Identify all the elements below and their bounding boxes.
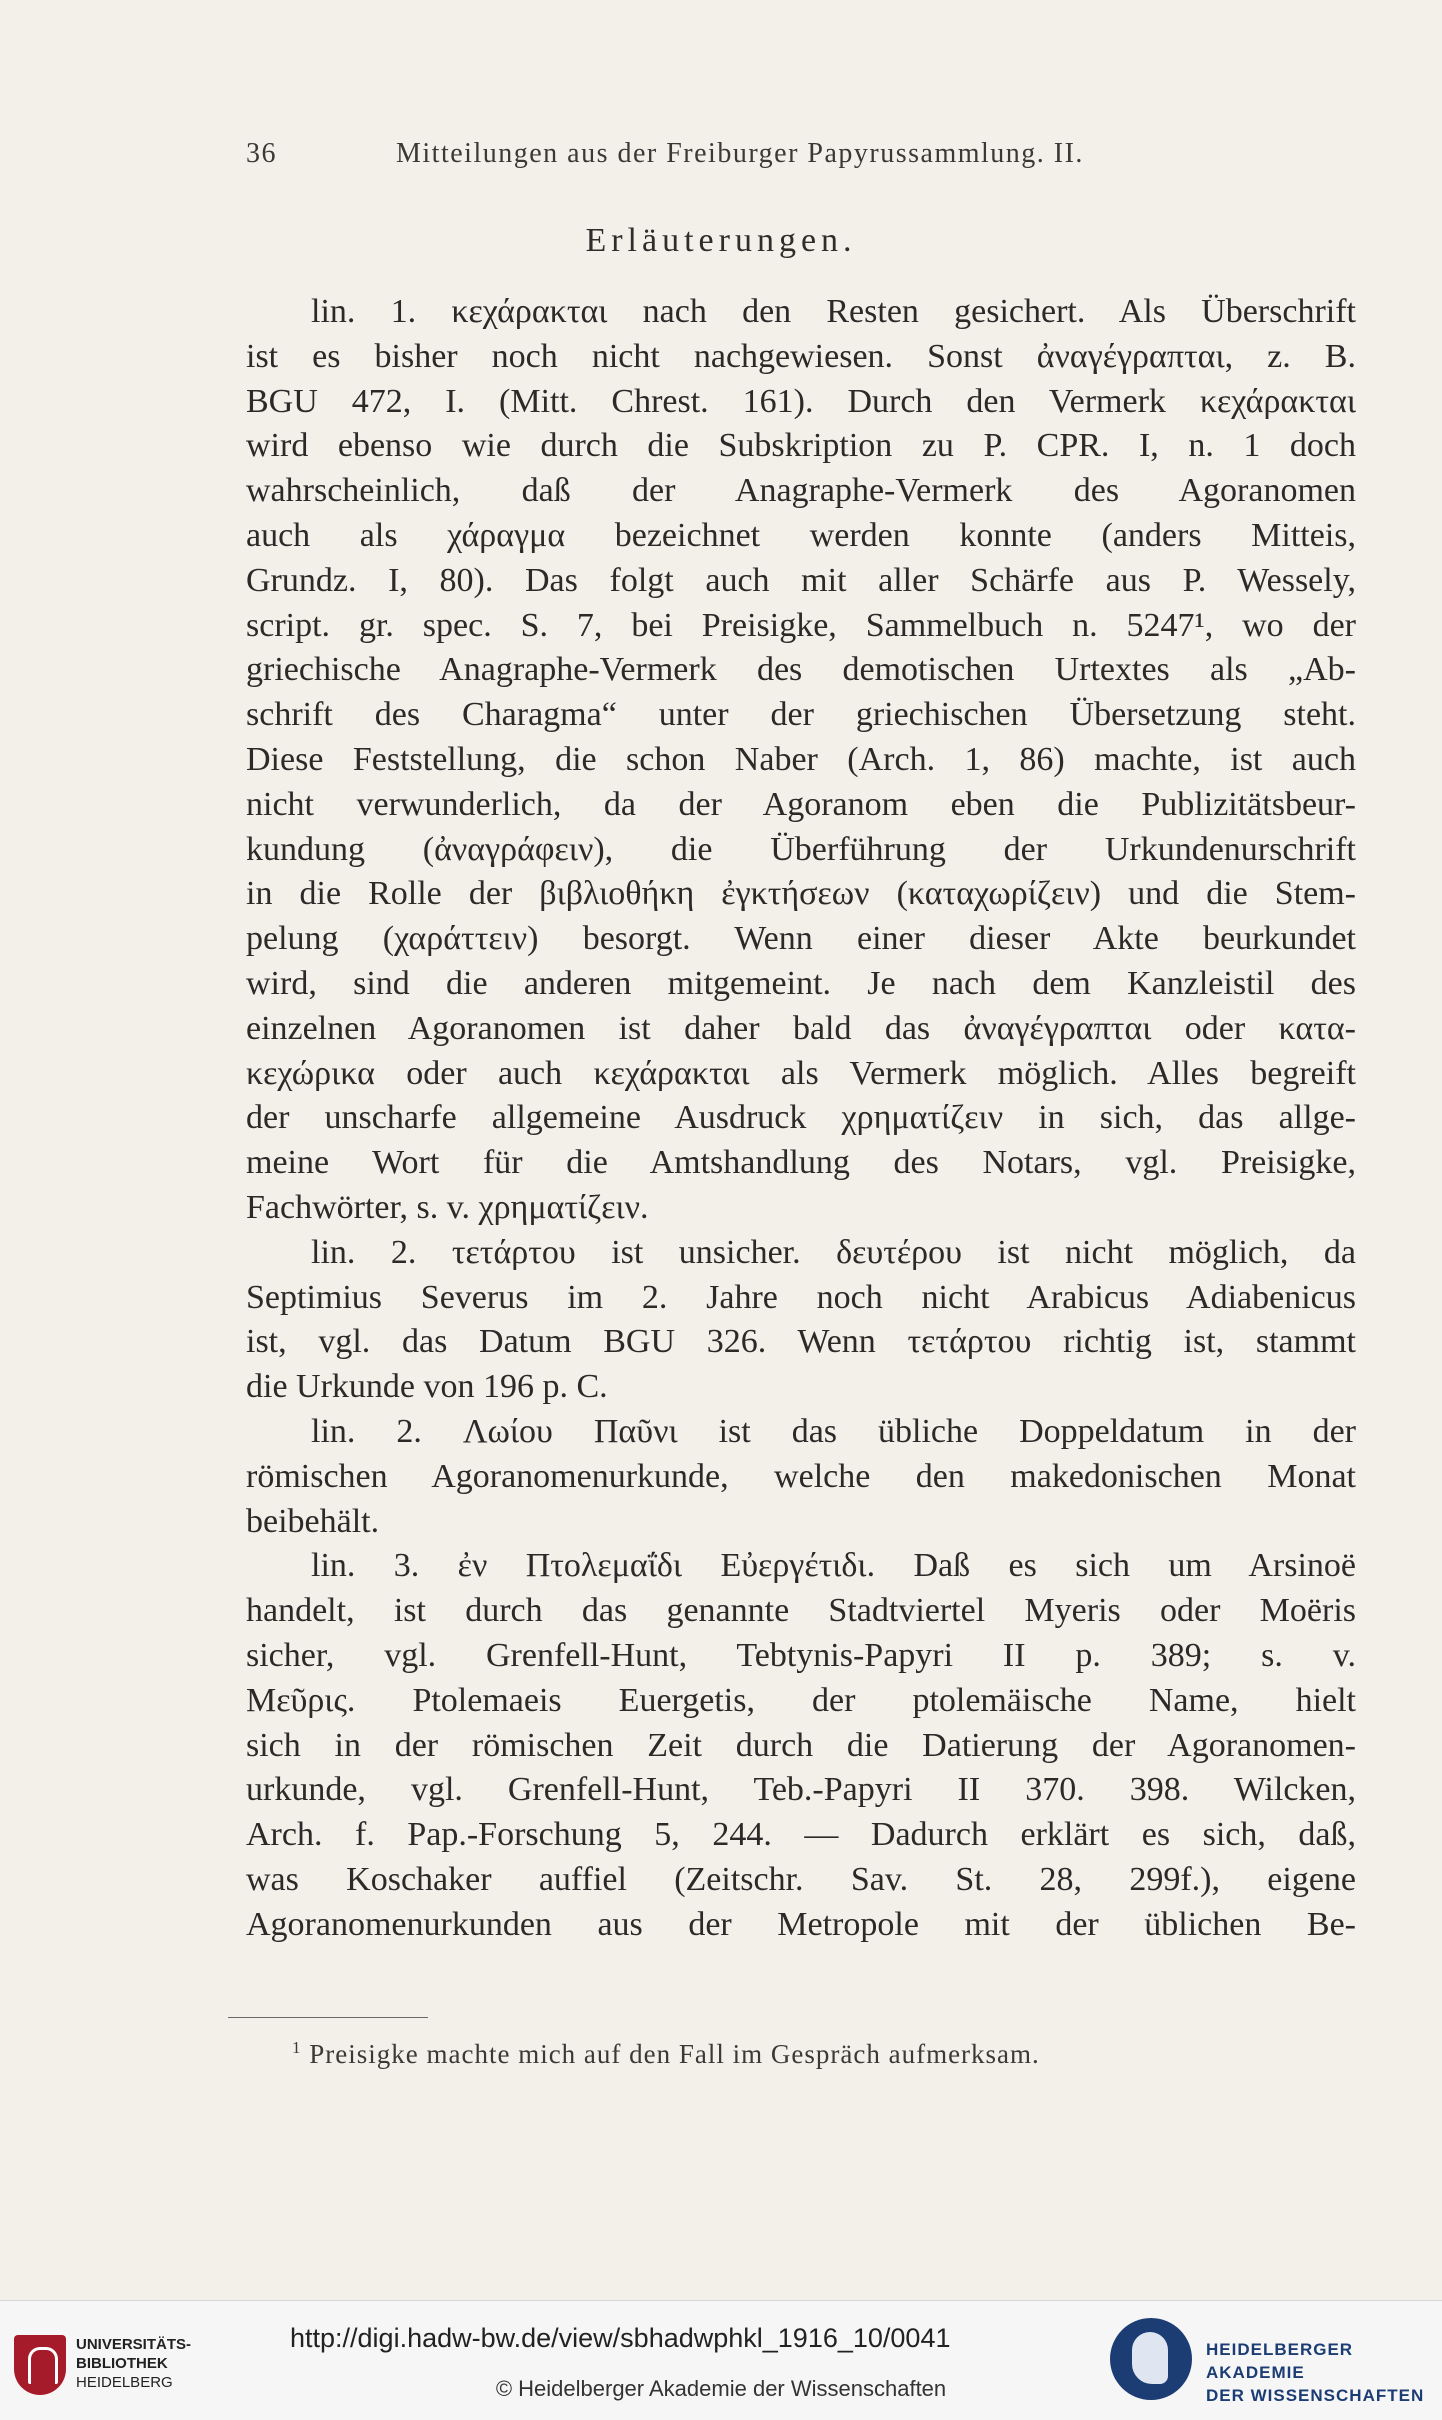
academy-logo-text — [1206, 2338, 1442, 2407]
text-line: Μεῦρις. Ptolemaeis Euergetis, der ptolemäische Name, hielt — [246, 1681, 1356, 1719]
commentary-body — [246, 290, 1356, 1947]
academy-logo[interactable] — [1110, 2316, 1440, 2406]
text-line: ist es bisher noch nicht nachgewiesen. Sonst ἀναγέγραπται, z. B. — [246, 337, 1356, 375]
text-line: lin. 3. ἐν Πτολεμαΐδι Εὐεργέτιδι. Daß es sich um Arsinoë — [311, 1547, 1356, 1585]
text-line: beibehält. — [246, 1502, 380, 1540]
text-line: auch als χάραγμα bezeichnet werden konnte (anders Mitteis, — [246, 516, 1356, 554]
text-line: schrift des Charagma“ unter der griechischen Übersetzung steht. — [246, 696, 1356, 734]
text-line: Septimius Severus im 2. Jahre noch nicht Arabicus Adiabenicus — [246, 1278, 1356, 1316]
permalink-url[interactable]: http://digi.hadw-bw.de/view/sbhadwphkl_1916_10/0041 — [290, 2323, 951, 2353]
text-line: was Koschaker auffiel (Zeitschr. Sav. St. 28, 299f.), eigene — [246, 1860, 1356, 1898]
footnote-text: Preisigke machte mich auf den Fall im Gespräch aufmerksam. — [309, 2039, 1040, 2069]
text-line: pelung (χαράττειν) besorgt. Wenn einer dieser Akte beurkundet — [246, 920, 1356, 958]
text-line: lin. 1. κεχάρακται nach den Resten gesichert. Als Überschrift — [311, 293, 1356, 330]
text-line: wird, sind die anderen mitgemeint. Je nach dem Kanzleistil des — [246, 964, 1356, 1002]
text-line: lin. 2. Λωίου Παῦνι ist das übliche Doppeldatum in der — [311, 1412, 1356, 1450]
text-line: meine Wort für die Amtshandlung des Notars, vgl. Preisigke, — [246, 1144, 1356, 1182]
text-line: Agoranomenurkunden aus der Metropole mit der üblichen Be- — [246, 1905, 1356, 1943]
logo-line: DER WISSENSCHAFTEN — [1206, 2386, 1425, 2405]
footnote-rule — [228, 2017, 428, 2018]
text-line: Fachwörter, s. v. χρηματίζειν. — [246, 1188, 649, 1226]
text-line: script. gr. spec. S. 7, bei Preisigke, Sammelbuch n. 5247¹, wo der — [246, 606, 1356, 644]
copyright-notice: © Heidelberger Akademie der Wissenschaften — [495, 2376, 947, 2401]
text-line: sicher, vgl. Grenfell-Hunt, Tebtynis-Papyri II p. 389; s. v. — [246, 1636, 1356, 1674]
text-line: κεχώρικα oder auch κεχάρακται als Vermerk möglich. Alles begreift — [246, 1054, 1356, 1092]
text-line: einzelnen Agoranomen ist daher bald das ἀναγέγραπται oder κατα- — [246, 1009, 1356, 1047]
running-title: Mitteilungen aus der Freiburger Papyrussammlung. II. — [396, 138, 1084, 169]
text-line: Grundz. I, 80). Das folgt auch mit aller Schärfe aus P. Wessely, — [246, 561, 1356, 599]
text-line: lin. 2. τετάρτου ist unsicher. δευτέρου ist nicht möglich, da — [311, 1233, 1356, 1271]
text-line: Diese Feststellung, die schon Naber (Arch. 1, 86) machte, ist auch — [246, 740, 1356, 778]
text-line: der unscharfe allgemeine Ausdruck χρηματίζειν in sich, das allge- — [246, 1099, 1356, 1137]
text-line: wahrscheinlich, daß der Anagraphe-Vermerk des Agoranomen — [246, 472, 1356, 510]
text-line: Arch. f. Pap.-Forschung 5, 244. — Dadurch erklärt es sich, daß, — [246, 1816, 1356, 1854]
logo-line: BIBLIOTHEK — [76, 2355, 168, 2372]
footnote — [292, 2038, 1352, 2070]
section-title: Erläuterungen. — [585, 222, 857, 259]
logo-line: HEIDELBERGER AKADEMIE — [1206, 2340, 1354, 2382]
page-number: 36 — [246, 138, 277, 169]
logo-line: HEIDELBERG — [76, 2374, 173, 2391]
footnote-marker: 1 — [292, 2038, 302, 2057]
text-line: in die Rolle der βιβλιοθήκη ἐγκτήσεων (καταχωρίζειν) und die Stem- — [246, 875, 1356, 913]
academy-medal-icon — [1110, 2318, 1192, 2400]
text-line: BGU 472, I. (Mitt. Chrest. 161). Durch den Vermerk κεχάρακται — [246, 382, 1356, 420]
text-line: sich in der römischen Zeit durch die Datierung der Agoranomen- — [246, 1726, 1356, 1764]
text-line: wird ebenso wie durch die Subskription zu P. CPR. I, n. 1 doch — [246, 427, 1356, 465]
text-line: griechische Anagraphe-Vermerk des demotischen Urtextes als „Ab- — [246, 651, 1356, 689]
text-line: ist, vgl. das Datum BGU 326. Wenn τετάρτου richtig ist, stammt — [246, 1323, 1356, 1361]
text-line: handelt, ist durch das genannte Stadtviertel Myeris oder Moëris — [246, 1592, 1356, 1630]
text-line: die Urkunde von 196 p. C. — [246, 1368, 608, 1406]
logo-line: UNIVERSITÄTS- — [76, 2336, 192, 2353]
text-line: kundung (ἀναγράφειν), die Überführung der Urkundenurschrift — [246, 830, 1356, 868]
text-line: römischen Agoranomenurkunde, welche den makedonischen Monat — [246, 1457, 1356, 1495]
text-line: nicht verwunderlich, da der Agoranom eben die Publizitätsbeur- — [246, 785, 1356, 823]
text-line: urkunde, vgl. Grenfell-Hunt, Teb.-Papyri II 370. 398. Wilcken, — [246, 1771, 1356, 1809]
